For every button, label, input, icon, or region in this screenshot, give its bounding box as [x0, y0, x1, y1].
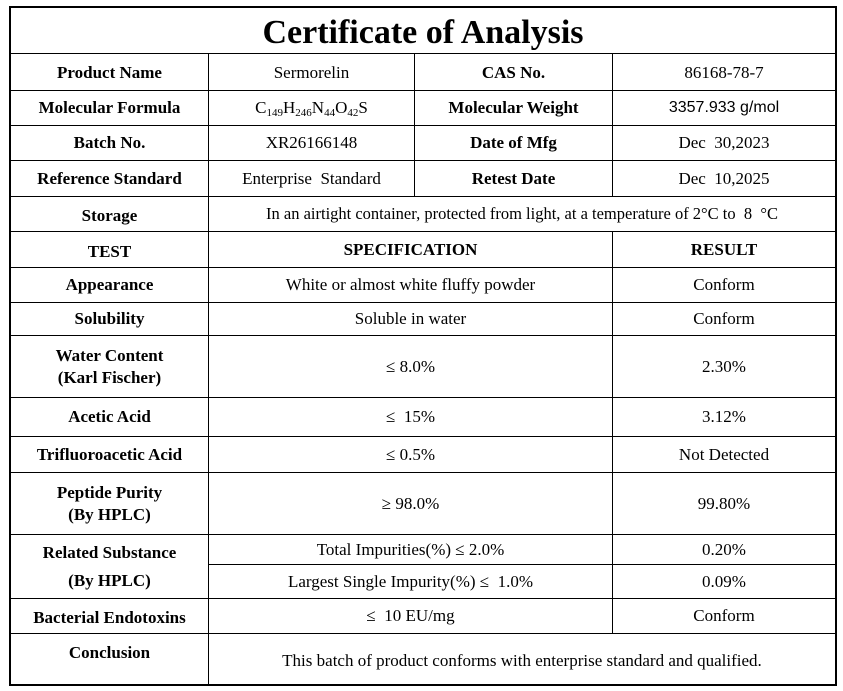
appearance-test-name: Appearance [65, 275, 154, 294]
result-column-header: RESULT [690, 239, 758, 259]
formula-oxygen-count: 42 [347, 107, 359, 119]
solubility-result: Conform [693, 309, 755, 328]
cas-value: 86168-78-7 [684, 62, 764, 82]
product-name-value: Sermorelin [273, 62, 350, 82]
appearance-spec: White or almost white fluffy powder [285, 275, 536, 294]
related-substance-name-line1: Related Substance [42, 542, 177, 562]
molecular-weight-value: 3357.933 g/mol [668, 99, 780, 116]
coa-document [9, 6, 837, 686]
water-content-result: 2.30% [702, 356, 746, 376]
formula-carbon: C [255, 98, 267, 117]
peptide-purity-test-name [11, 473, 208, 534]
water-content-name-line1: Water Content [55, 345, 164, 365]
molecular-formula-label: Molecular Formula [38, 98, 181, 117]
formula-nitrogen: N [311, 98, 325, 117]
test-column-header: TEST [87, 241, 132, 261]
solubility-test-name: Solubility [74, 309, 145, 328]
water-content-spec: ≤ 8.0% [386, 356, 435, 376]
molecular-weight-label: Molecular Weight [448, 98, 579, 117]
related-substance-name-line2: (By HPLC) [68, 570, 151, 590]
endotoxins-test-name: Bacterial Endotoxins [33, 608, 186, 627]
formula-hydrogen-count: 246 [295, 107, 312, 119]
tfa-test-name: Trifluoroacetic Acid [36, 444, 183, 464]
document-title: Certificate of Analysis [11, 8, 835, 54]
endotoxins-result: Conform [693, 606, 755, 625]
formula-carbon-count: 149 [266, 107, 284, 119]
formula-nitrogen-count: 44 [324, 107, 336, 119]
tfa-spec: ≤ 0.5% [386, 444, 435, 464]
peptide-purity-spec: ≥ 98.0% [381, 493, 440, 513]
mfg-date-label: Date of Mfg [470, 133, 557, 152]
mfg-date-value: Dec 30,2023 [678, 133, 770, 152]
related-substance-test-name [11, 535, 208, 598]
conclusion-label: Conclusion [68, 643, 151, 662]
acetic-acid-test-name: Acetic Acid [68, 407, 151, 426]
molecular-formula-value [209, 91, 414, 125]
specification-column-header: SPECIFICATION [343, 239, 478, 259]
largest-impurity-result: 0.09% [702, 571, 746, 591]
acetic-acid-spec: ≤ 15% [386, 407, 435, 426]
water-content-name-line2: (Karl Fischer) [57, 367, 162, 387]
tfa-result: Not Detected [678, 444, 770, 464]
acetic-acid-result: 3.12% [702, 407, 746, 426]
peptide-purity-name-line1: Peptide Purity [56, 482, 163, 502]
cas-label: CAS No. [481, 62, 546, 82]
total-impurities-spec: Total Impurities(%) ≤ 2.0% [316, 539, 505, 559]
water-content-test-name [11, 336, 208, 397]
endotoxins-spec: ≤ 10 EU/mg [366, 606, 455, 625]
storage-label: Storage [81, 206, 138, 225]
appearance-result: Conform [693, 275, 755, 294]
largest-impurity-spec: Largest Single Impurity(%) ≤ 1.0% [287, 571, 534, 591]
batch-value: XR26166148 [265, 133, 358, 152]
reference-standard-value: Enterprise Standard [242, 168, 381, 188]
retest-date-label: Retest Date [471, 168, 556, 188]
conclusion-text: This batch of product conforms with enterprise standard and qualified. [282, 651, 762, 670]
retest-date-value: Dec 10,2025 [678, 168, 770, 188]
solubility-spec: Soluble in water [354, 309, 467, 328]
total-impurities-result: 0.20% [702, 539, 746, 559]
formula-hydrogen: H [283, 98, 296, 117]
peptide-purity-result: 99.80% [697, 493, 751, 513]
product-name-label: Product Name [57, 62, 162, 82]
formula-sulfur: S [358, 98, 368, 117]
batch-label: Batch No. [73, 133, 146, 152]
reference-standard-label: Reference Standard [37, 168, 182, 188]
formula-oxygen: O [335, 98, 348, 117]
storage-value: In an airtight container, protected from light, at a temperature of 2°C to 8 °C [266, 204, 778, 223]
peptide-purity-name-line2: (By HPLC) [68, 504, 151, 524]
